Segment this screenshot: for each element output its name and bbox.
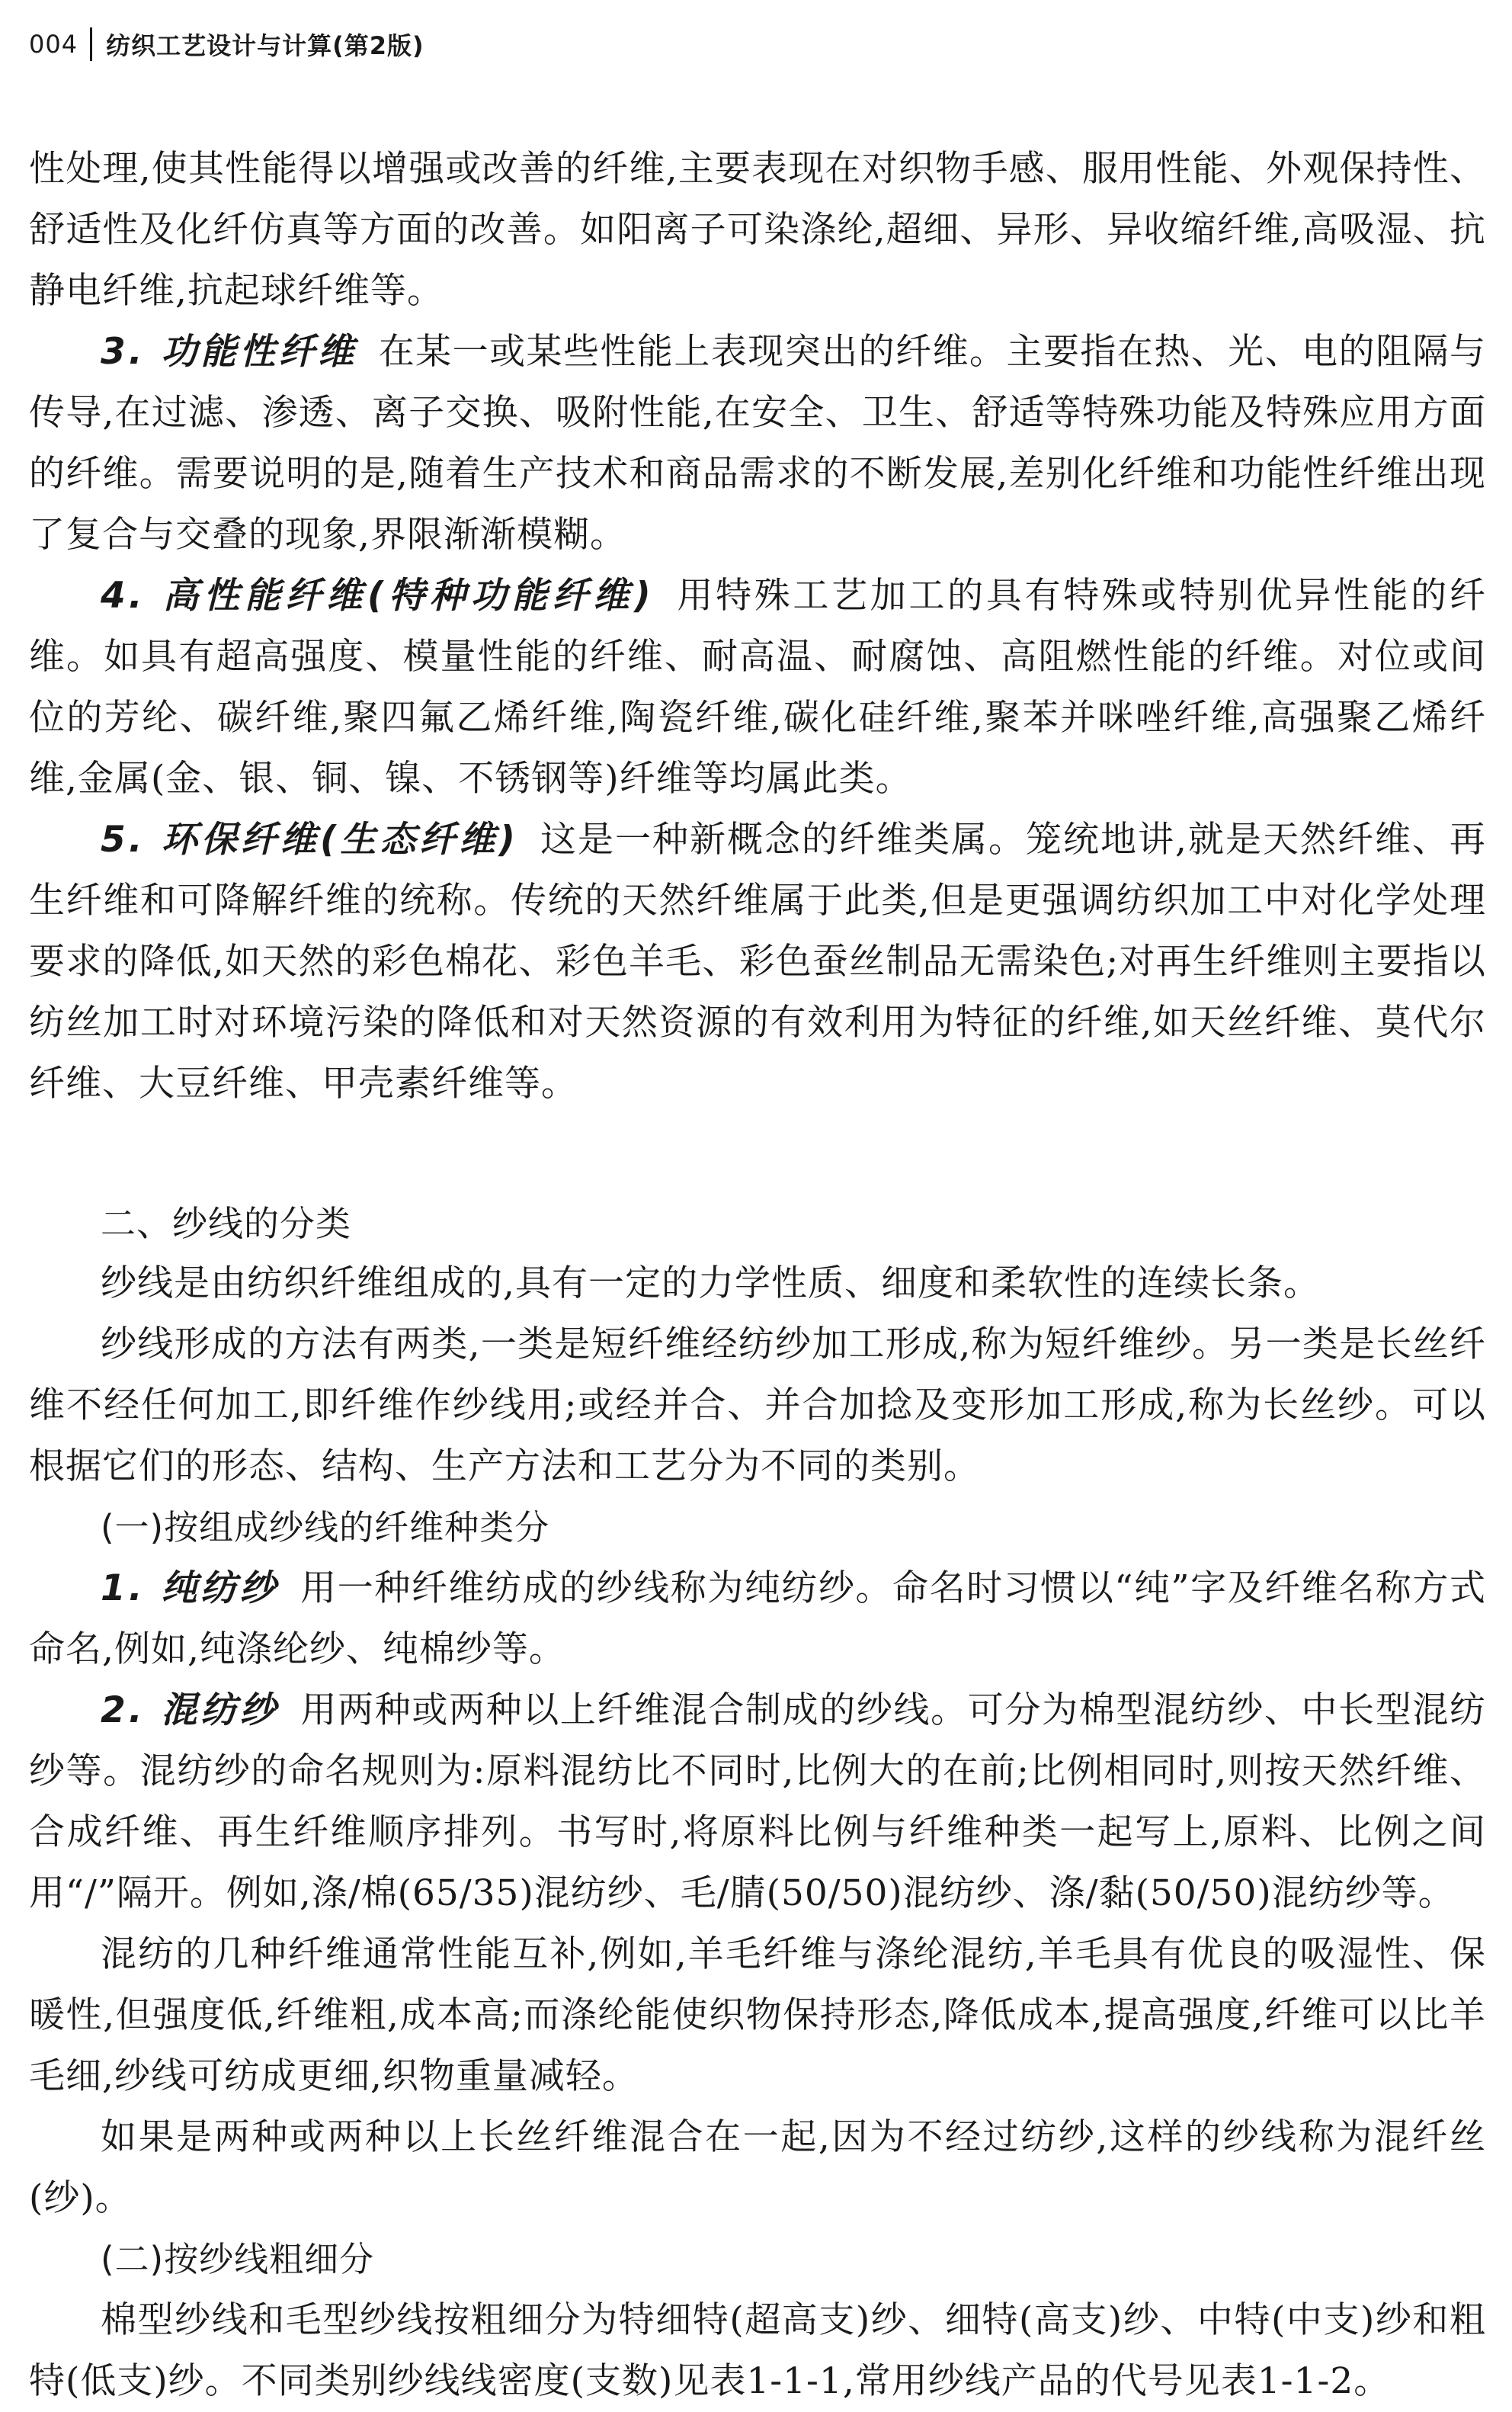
paragraph-continuation: 性处理,使其性能得以增强或改善的纤维,主要表现在对织物手感、服用性能、外观保持性、舒适性及化纤仿真等方面的改善。如阳离子可染涤纶,超细、异形、异收缩纤维,高吸湿、抗静电纤维,抗起球纤维等。 — [29, 148, 1486, 312]
header-divider — [90, 27, 92, 61]
page-number: 004 — [29, 30, 78, 59]
term-blended-yarn: 2. 混纺纱 — [101, 1689, 280, 1731]
term-pure-yarn: 1. 纯纺纱 — [101, 1567, 280, 1609]
paragraph-yarn-fineness: 棉型纱线和毛型纱线按粗细分为特细特(超高支)纱、细特(高支)纱、中特(中支)纱和粗特(低支)纱。不同类别纱线线密度(支数)见表1-1-1,常用纱线产品的代号见表1-1-2。 — [29, 2299, 1486, 2402]
definition-functional-fiber: 在某一或某些性能上表现突出的纤维。主要指在热、光、电的阻隔与传导,在过滤、渗透、离子交换、吸附性能,在安全、卫生、舒适等特殊功能及特殊应用方面的纤维。需要说明的是,随着生产技术和商品需求的不断发展,差别化纤维和功能性纤维出现了复合与交叠的现象,界限渐渐模糊。 — [29, 331, 1487, 556]
paragraph-functional-fiber — [29, 322, 1486, 566]
subheading-by-fineness: (二)按纱线粗细分 — [101, 2239, 375, 2279]
book-title: 纺织工艺设计与计算(第2版) — [106, 31, 424, 60]
definition-high-performance-fiber: 用特殊工艺加工的具有特殊或特别优异性能的纤维。如具有超高强度、模量性能的纤维、耐高温、耐腐蚀、高阻燃性能的纤维。对位或间位的芳纶、碳纤维,聚四氟乙烯纤维,陶瓷纤维,碳化硅纤维,聚苯并咪唑纤维,高强聚乙烯纤维,金属(金、银、铜、镍、不锈钢等)纤维等均属此类。 — [29, 575, 1486, 800]
paragraph-pure-yarn — [29, 1558, 1486, 1680]
section-heading-yarn-classification: 二、纱线的分类 — [101, 1203, 351, 1244]
definition-blended-yarn: 用两种或两种以上纤维混合制成的纱线。可分为棉型混纺纱、中长型混纺纱等。混纺纱的命名规则为:原料混纺比不同时,比例大的在前;比例相同时,则按天然纤维、合成纤维、再生纤维顺序排列。书写时,将原料比例与纤维种类一起写上,原料、比例之间用“/”隔开。例如,涤/棉(65/35)混纺纱、毛/腈(50/50)混纺纱、涤/黏(50/50)混纺纱等。 — [29, 1689, 1487, 1914]
paragraph-eco-fiber — [29, 810, 1486, 1115]
paragraph-blended-yarn — [29, 1680, 1486, 1924]
paragraph-high-performance-fiber — [29, 566, 1486, 810]
paragraph-yarn-definition: 纱线是由纺织纤维组成的,具有一定的力学性质、细度和柔软性的连续长条。 — [101, 1262, 1320, 1304]
paragraph-yarn-formation: 纱线形成的方法有两类,一类是短纤维经纺纱加工形成,称为短纤维纱。另一类是长丝纤维不经任何加工,即纤维作纱线用;或经并合、并合加捻及变形加工形成,称为长丝纱。可以根据它们的形态、结构、生产方法和工艺分为不同的类别。 — [29, 1323, 1486, 1487]
definition-eco-fiber: 这是一种新概念的纤维类属。笼统地讲,就是天然纤维、再生纤维和可降解纤维的统称。传统的天然纤维属于此类,但是更强调纺织加工中对化学处理要求的降低,如天然的彩色棉花、彩色羊毛、彩色蚕丝制品无需染色;对再生纤维则主要指以纺丝加工时对环境污染的降低和对天然资源的有效利用为特征的纤维,如天丝纤维、莫代尔纤维、大豆纤维、甲壳素纤维等。 — [29, 819, 1486, 1105]
term-functional-fiber: 3. 功能性纤维 — [101, 331, 357, 373]
paragraph-mixed-filament: 如果是两种或两种以上长丝纤维混合在一起,因为不经过纺纱,这样的纱线称为混纤丝(纱)。 — [29, 2116, 1486, 2219]
running-header — [29, 24, 424, 64]
term-high-performance-fiber: 4. 高性能纤维(特种功能纤维) — [101, 575, 654, 617]
definition-pure-yarn: 用一种纤维纺成的纱线称为纯纺纱。命名时习惯以“纯”字及纤维名称方式命名,例如,纯涤纶纱、纯棉纱等。 — [29, 1567, 1487, 1670]
body-text — [29, 139, 1486, 2412]
paragraph-blend-properties: 混纺的几种纤维通常性能互补,例如,羊毛纤维与涤纶混纺,羊毛具有优良的吸湿性、保暖性,但强度低,纤维粗,成本高;而涤纶能使织物保持形态,降低成本,提高强度,纤维可以比羊毛细,纱线可纺成更细,织物重量减轻。 — [29, 1933, 1486, 2097]
term-eco-fiber: 5. 环保纤维(生态纤维) — [101, 819, 518, 861]
subheading-by-fiber-type: (一)按组成纱线的纤维种类分 — [101, 1507, 550, 1548]
